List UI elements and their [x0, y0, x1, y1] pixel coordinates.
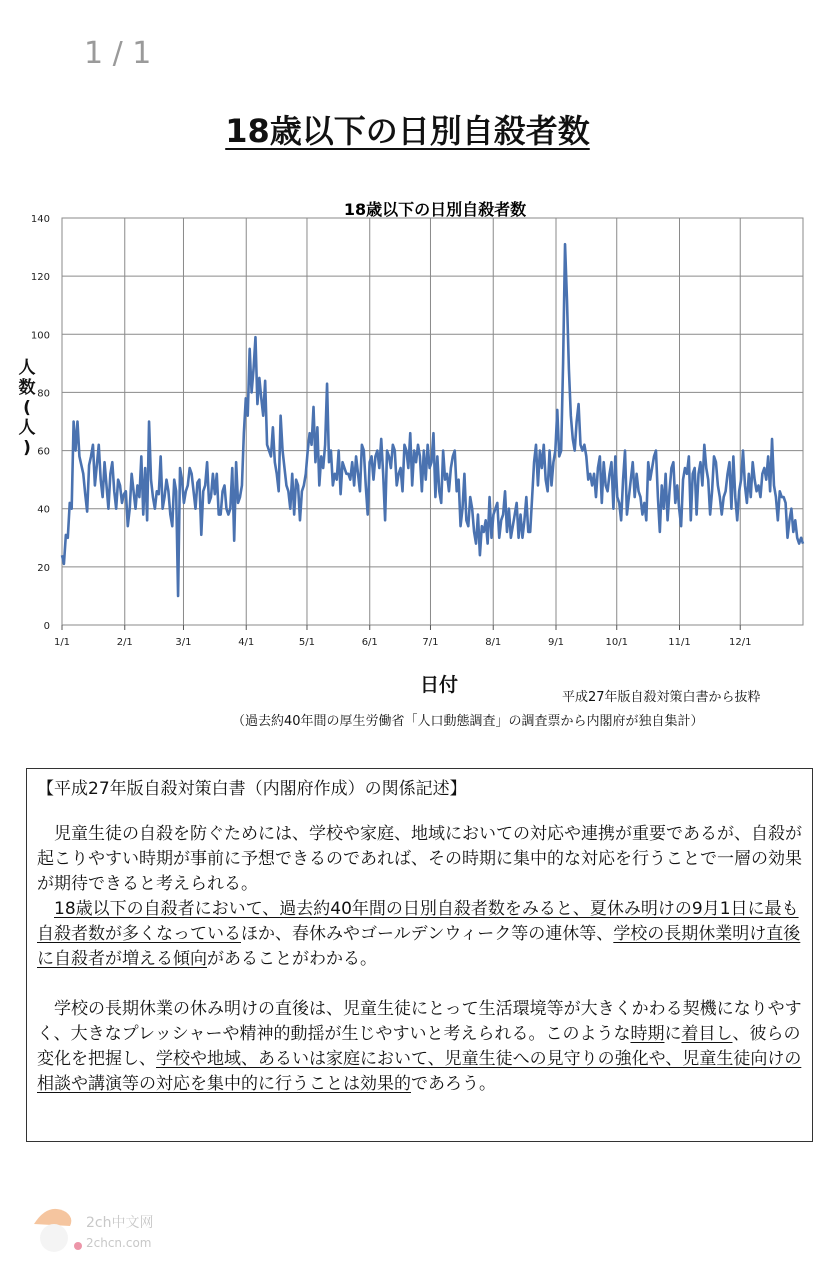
y-tick-label: 40 [37, 504, 50, 516]
chart-svg [0, 190, 815, 660]
source-note: 平成27年版自殺対策白書から抜粋 [562, 690, 761, 705]
x-tick-label: 4/1 [238, 637, 255, 648]
watermark-url: 2chcn.com [86, 1236, 152, 1250]
y-axis-label-char: 人 [18, 358, 36, 378]
paragraph-2 [37, 897, 802, 972]
y-tick-label: 60 [37, 446, 50, 458]
chart-grid [62, 218, 803, 625]
paragraph-1: 児童生徒の自殺を防ぐためには、学校や家庭、地域においての対応や連携が重要であるが、自殺が起こりやすい時期が事前に予想できるのであれば、その時期に集中的な対応を行うことで一層の効果が期待できると考えられる。 [37, 824, 802, 894]
x-tick-label: 1/1 [53, 637, 71, 648]
underlined-text: 18歳以下の自殺者において、過去約40年間の日別自殺者数をみると、夏休み明けの9月1日に最も自殺者数が多くなっている [37, 899, 799, 944]
chart-title: 18歳以下の日別自殺者数 [343, 200, 527, 219]
y-axis-label-char: 数 [18, 378, 36, 398]
underlined-text: 時期 [630, 1024, 665, 1044]
related-text-box [26, 768, 813, 1142]
x-tick-label: 12/1 [729, 637, 752, 648]
x-tick-label: 6/1 [361, 637, 378, 648]
y-tick-label: 120 [30, 272, 50, 284]
underlined-text: 学校の長期休業明け直後に自殺者が増える傾向 [37, 924, 801, 969]
x-tick-label: 10/1 [605, 637, 628, 648]
y-tick-label: 140 [30, 214, 50, 225]
x-axis-ticks [54, 625, 752, 648]
plain-text: であろう。 [411, 1074, 496, 1094]
x-tick-label: 2/1 [116, 637, 133, 648]
x-axis-label: 日付 [420, 674, 459, 696]
plain-text: ほか、春休みやゴールデンウィーク等の連休等、 [241, 924, 614, 944]
x-tick-label: 7/1 [422, 637, 439, 648]
x-tick-label: 8/1 [485, 637, 502, 648]
paragraph-3 [37, 997, 802, 1097]
plain-text: 学校の長期休業の休み明けの直後は、児童生徒にとって生活環境等が大きくかわる契機になりやすく、大きなプレッシャーや精神的動揺が生じやすいと考えられる。このような [37, 999, 802, 1044]
underlined-text: 着目し [681, 1024, 733, 1044]
underlined-text: 学校や地域、あるいは家庭において、児童生徒への見守りの強化や、児童生徒向けの相談や講演等の対応を集中的に行うことは効果的 [37, 1049, 802, 1094]
series-line-daily-suicides [62, 244, 803, 596]
page-counter: 1 / 1 [84, 36, 152, 71]
y-axis-label-char: ( [23, 398, 31, 418]
x-tick-label: 11/1 [668, 637, 691, 648]
text-box-title: 【平成27年版自殺対策白書（内閣府作成）の関係記述】 [37, 779, 467, 799]
y-tick-label: 80 [37, 388, 50, 400]
y-axis-label-char: ) [23, 438, 31, 458]
x-tick-label: 9/1 [547, 637, 565, 648]
watermark-text: 2ch中文网 [86, 1215, 154, 1231]
document-title [0, 106, 815, 152]
y-tick-label: 100 [30, 330, 50, 342]
y-tick-label: 20 [37, 562, 50, 574]
daily-suicide-chart [0, 190, 815, 660]
document-title-text: 18歳以下の日別自殺者数 [225, 112, 590, 150]
x-tick-label: 3/1 [175, 637, 192, 648]
plain-text: に [664, 1024, 682, 1044]
paragraph-gap [37, 972, 802, 997]
plain-text: があることがわかる。 [207, 949, 377, 969]
plain-text: 、彼らの変化を把握し、 [37, 1024, 801, 1069]
survey-note: （過去約40年間の厚生労働省「人口動態調査」の調査票から内閣府が独自集計） [232, 714, 704, 729]
plot-frame [62, 218, 803, 625]
x-tick-label: 5/1 [298, 637, 316, 648]
y-axis-label [14, 358, 40, 458]
y-axis-label-char: 人 [18, 418, 36, 438]
y-tick-label: 0 [43, 621, 50, 632]
